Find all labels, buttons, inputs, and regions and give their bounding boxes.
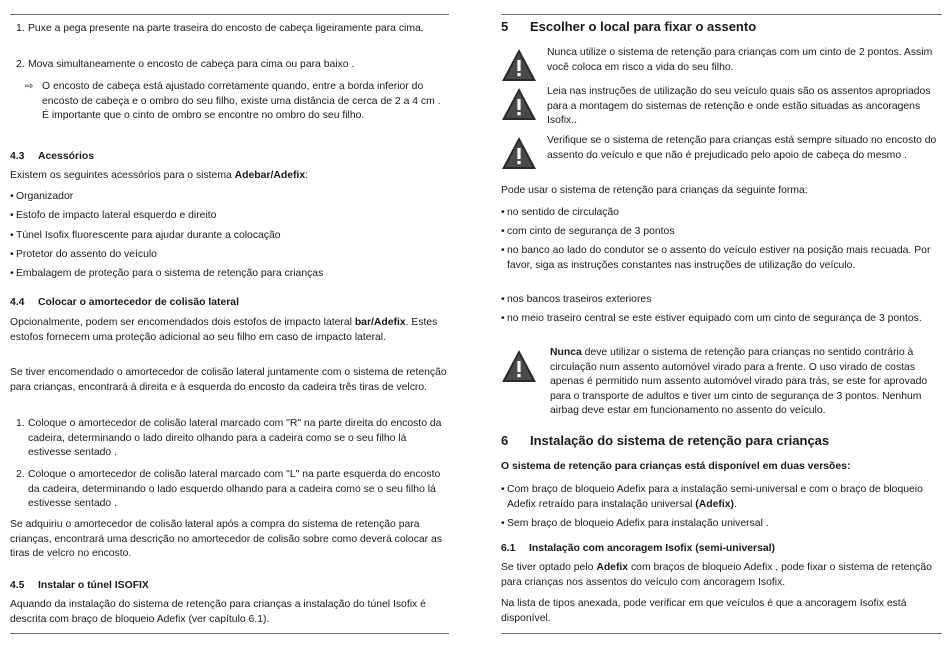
section-4-3-heading <box>10 150 449 165</box>
step-text: Coloque o amortecedor de colisão lateral marcado com "L" na parte esquerda do encosto da cadeira, determinando o lado esquerdo olhando para a cadeira como se o seu filho lá estivesse sentado . <box>28 469 441 510</box>
section-6-1-paragraph-1 <box>501 561 942 590</box>
warning-note-3 <box>501 134 942 178</box>
section-title: Escolher o local para fixar o assento <box>530 19 757 34</box>
section-4-5-paragraph: Aquando da instalação do sistema de retenção para crianças a instalação do túnel Isofix é descrita com braço de bloqueio Adefix (ver capítulo 6.1). <box>10 599 426 625</box>
step-number: 2. <box>16 469 25 480</box>
paragraph-text: Se tiver optado pelo <box>501 562 597 573</box>
bullet-icon: • <box>10 210 14 221</box>
step-text: Coloque o amortecedor de colisão lateral marcado com "R" na parte direita do encosto da cadeira, determinando o lado direito olhando para a cadeira como se o seu filho lá estivesse sentado . <box>28 418 442 459</box>
bullet-icon: • <box>501 484 505 495</box>
usage-text: com cinto de segurança de 3 pontos <box>507 226 675 237</box>
paragraph-text: com braços de bloqueio Adefix , pode fixar o sistema de retenção para crianças nos assentos do veículo com ancoragem Isofix. <box>501 562 932 588</box>
warning-text: Verifique se o sistema de retenção para crianças está sempre situado no encosto do assento do veículo e que não é prejudicado pelo apoio de cabeça do mesmo . <box>547 135 937 161</box>
bullet-icon: • <box>501 294 505 305</box>
warning-triangle-icon <box>501 349 537 383</box>
step-number: 1. <box>16 418 25 429</box>
usage-text: no sentido de circulação <box>507 207 620 218</box>
paragraph-text: Opcionalmente, podem ser encomendados dois estofos de impacto lateral <box>10 317 355 328</box>
warning-text <box>550 346 942 419</box>
section-number: 6.1 <box>501 543 516 554</box>
warning-triangle-icon <box>501 136 537 170</box>
accessory-text: Protetor do assento do veículo <box>16 249 157 260</box>
paragraph-text: . Estes estofos fornecem uma proteção adicional ao seu filho em caso de impacto lateral. <box>10 317 438 343</box>
step-number: 1. <box>16 23 25 34</box>
bullet-icon: • <box>501 518 505 529</box>
version-end: . <box>733 498 737 510</box>
accessory-text: Túnel Isofix fluorescente para ajudar durante a colocação <box>16 230 281 241</box>
version-text <box>507 483 942 512</box>
usage-text: no meio traseiro central se este estiver equipado com um cinto de segurança de 3 pontos. <box>507 313 922 324</box>
section-4-3-intro <box>10 169 449 184</box>
top-rule-right <box>501 14 942 15</box>
section-number: 6 <box>501 433 509 448</box>
section-number: 4.4 <box>10 297 25 308</box>
bullet-icon: • <box>501 245 505 256</box>
usage-text: nos bancos traseiros exteriores <box>507 294 652 305</box>
bullet-icon: • <box>501 226 505 237</box>
bottom-rule-right <box>501 633 942 634</box>
product-name: bar/Adefix <box>354 317 406 328</box>
side-impact-step-2 <box>10 468 449 513</box>
section-title: Instalação do sistema de retenção para crianças <box>530 433 830 448</box>
warning-emphasis: Nunca <box>550 347 582 358</box>
section-title: Acessórios <box>38 151 95 162</box>
result-text: O encosto de cabeça está ajustado corretamente quando, entre a borda inferior do encosto de cabeça e o ombro do seu filho, existe uma distância de cerca de 2 a 4 cm . É importante que o cinto de ombro se encontre no ombro do seu filho. <box>42 81 441 122</box>
product-name: Adefix <box>596 562 629 573</box>
step-text: Mova simultaneamente o encosto de cabeça para cima ou para baixo . <box>28 59 355 70</box>
section-6-subheading: O sistema de retenção para crianças está disponível em duas versões: <box>501 461 851 472</box>
bullet-icon: • <box>10 230 14 241</box>
step-text: Puxe a pega presente na parte traseira do encosto de cabeça ligeiramente para cima. <box>28 23 424 34</box>
side-impact-step-1 <box>10 417 449 462</box>
section-number: 4.5 <box>10 580 25 591</box>
usage-text: no banco ao lado do condutor se o assento do veículo estiver na posição mais recuada. Por favor, siga as instruções constantes nas instruções de utilização do veículo. <box>507 245 931 271</box>
warning-text: Leia nas instruções de utilização do seu veículo quais são os assentos apropriados para a montagem do sistemas de retenção e onde estão situadas as ancoragens Isofix.. <box>547 86 931 127</box>
result-arrow-icon: ⇨ <box>25 81 34 92</box>
section-title: Colocar o amortecedor de colisão lateral <box>38 297 239 308</box>
version-text: Sem braço de bloqueio Adefix para instalação universal . <box>507 518 769 529</box>
section-4-4-heading <box>10 296 449 311</box>
bullet-icon: • <box>501 313 505 324</box>
headrest-result <box>10 80 449 140</box>
section-4-4-paragraph-2: Se tiver encomendado o amortecedor de colisão lateral juntamente com o sistema de retenção para crianças, encontrará à direita e à esquerda do encosto da cadeira três tiras de velcro. <box>10 367 447 393</box>
accessory-text: Organizador <box>16 191 74 202</box>
section-number: 5 <box>501 19 509 34</box>
bullet-icon: • <box>501 207 505 218</box>
headrest-step-2 <box>10 58 449 73</box>
section-title: Instalar o túnel ISOFIX <box>38 580 149 591</box>
warning-text: Nunca utilize o sistema de retenção para crianças com um cinto de 2 pontos. Assim você coloca em risco a vida do seu filho. <box>547 47 933 73</box>
section-title: Instalação com ancoragem Isofix (semi-universal) <box>529 543 776 554</box>
warning-triangle-icon <box>501 87 537 121</box>
accessory-text: Embalagem de proteção para o sistema de retenção para crianças <box>16 268 324 279</box>
bottom-rule-left <box>10 633 449 634</box>
bullet-icon: • <box>10 249 14 260</box>
section-4-4-paragraph-1 <box>10 316 449 345</box>
top-rule-left <box>10 14 449 15</box>
usage-intro: Pode usar o sistema de retenção para crianças da seguinte forma: <box>501 185 808 196</box>
version-body: Com braço de bloqueio Adefix para a instalação semi-universal e com o braço de bloqueio Adefix retraído para instalação universal <box>507 484 923 510</box>
section-5-heading <box>501 20 942 35</box>
section-4-4-paragraph-3: Se adquiriu o amortecedor de colisão lateral após a compra do sistema de retenção para crianças, encontrará uma descrição no amortecedor de colisão sobre como deverá colocar as tiras de velcro no encosto. <box>10 519 443 560</box>
section-number: 4.3 <box>10 151 25 162</box>
section-4-5-heading <box>10 579 449 594</box>
bullet-icon: • <box>10 268 14 279</box>
warning-note-1 <box>501 46 942 82</box>
section-6-heading <box>501 434 942 449</box>
section-6-1-heading <box>501 542 942 557</box>
bullet-icon: • <box>10 191 14 202</box>
section-6-1-paragraph-2: Na lista de tipos anexada, pode verificar em que veículos é que a ancoragem Isofix está disponível. <box>501 598 907 624</box>
warning-triangle-icon <box>501 48 537 82</box>
product-name: (Adefix) <box>695 498 734 510</box>
step-number: 2. <box>16 59 25 70</box>
warning-note-2 <box>501 85 942 129</box>
intro-colon: : <box>305 170 308 181</box>
warning-body: deve utilizar o sistema de retenção para crianças no sentido contrário à circulação num assento automóvel virado para a frente. O uso virado de costas apenas é permitido num assento automóvel virado para trás, se este for aprovado para o transporte de adultos e tiver um cinto de segurança de 3 pontos. Nenhum airbag deve estar em funcionamento no assento do veículo. <box>550 347 928 417</box>
warning-note-4 <box>501 346 942 418</box>
intro-text: Existem os seguintes acessórios para o sistema <box>10 170 235 181</box>
accessory-text: Estofo de impacto lateral esquerdo e direito <box>16 210 217 221</box>
headrest-step-1 <box>10 22 449 52</box>
product-name: Adebar/Adefix <box>234 170 306 181</box>
